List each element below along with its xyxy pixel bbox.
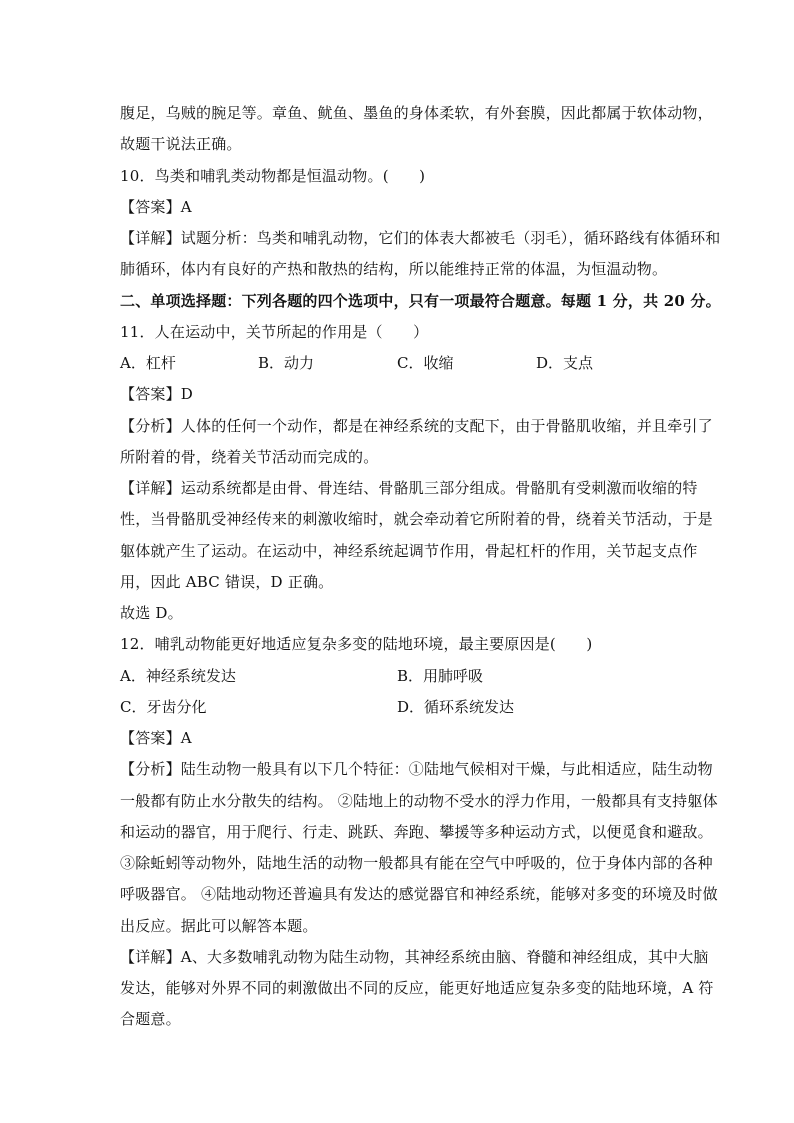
- analysis-line: 呼吸器官。 ④陆地动物还普遍具有发达的感觉器官和神经系统，能够对多变的环境及时做: [120, 885, 718, 903]
- option-c: C．牙齿分化: [120, 698, 207, 716]
- analysis-line: 出反应。据此可以解答本题。: [120, 917, 318, 935]
- conclusion-line: 故选 D。: [120, 604, 183, 622]
- option-a: A．神经系统发达: [120, 667, 236, 685]
- paragraph-line: 腹足，乌贼的腕足等。章鱼、鱿鱼、墨鱼的身体柔软，有外套膜，因此都属于软体动物，: [120, 104, 713, 122]
- answer-label: 【答案】A: [120, 198, 192, 216]
- section-heading: 二、单项选择题：下列各题的四个选项中，只有一项最符合题意。每题 1 分，共 20 分。: [120, 292, 721, 310]
- option-c: C．收缩: [397, 354, 454, 372]
- option-b: B．动力: [258, 354, 315, 372]
- paragraph-line: 故题干说法正确。: [120, 135, 242, 153]
- detail-line: 躯体就产生了运动。在运动中，神经系统起调节作用，骨起杠杆的作用，关节起支点作: [120, 542, 698, 560]
- detail-line: 用，因此 ABC 错误，D 正确。: [120, 573, 334, 591]
- detail-line: 发达，能够对外界不同的刺激做出不同的反应，能更好地适应复杂多变的陆地环境，A 符: [120, 979, 714, 997]
- analysis-line: 【分析】人体的任何一个动作，都是在神经系统的支配下，由于骨骼肌收缩，并且牵引了: [120, 417, 713, 435]
- analysis-line: 所附着的骨，绕着关节活动而完成的。: [120, 448, 379, 466]
- detail-line: 肺循环，体内有良好的产热和散热的结构，所以能维持正常的体温，为恒温动物。: [120, 260, 668, 278]
- question-11: 11．人在运动中，关节所起的作用是（ ）: [120, 323, 429, 341]
- detail-line: 【详解】A、大多数哺乳动物为陆生动物，其神经系统由脑、脊髓和神经组成，其中大脑: [120, 948, 709, 966]
- detail-line: 【详解】运动系统都是由骨、骨连结、骨骼肌三部分组成。骨骼肌有受刺激而收缩的特: [120, 479, 698, 497]
- option-d: D．循环系统发达: [397, 698, 515, 716]
- question-10: 10．鸟类和哺乳类动物都是恒温动物。( ): [120, 167, 426, 185]
- analysis-line: ③除蚯蚓等动物外，陆地生活的动物一般都具有能在空气中呼吸的，位于身体内部的各种: [120, 854, 713, 872]
- option-a: A．杠杆: [120, 354, 176, 372]
- analysis-line: 【分析】陆生动物一般具有以下几个特征：①陆地气候相对干燥，与此相适应，陆生动物: [120, 760, 713, 778]
- detail-line: 【详解】试题分析：鸟类和哺乳动物，它们的体表大都被毛（羽毛），循环路线有体循环和: [120, 229, 721, 247]
- answer-label: 【答案】A: [120, 729, 192, 747]
- option-d: D．支点: [536, 354, 594, 372]
- detail-line: 合题意。: [120, 1010, 181, 1028]
- analysis-line: 和运动的器官，用于爬行、行走、跳跃、奔跑、攀援等多种运动方式，以便觅食和避敌。: [120, 823, 713, 841]
- option-b: B．用肺呼吸: [397, 667, 484, 685]
- answer-label: 【答案】D: [120, 385, 194, 403]
- analysis-line: 一般都有防止水分散失的结构。 ②陆地上的动物不受水的浮力作用，一般都具有支持躯体: [120, 792, 718, 810]
- detail-line: 性，当骨骼肌受神经传来的刺激收缩时，就会牵动着它所附着的骨，绕着关节活动，于是: [120, 510, 713, 528]
- question-12: 12．哺乳动物能更好地适应复杂多变的陆地环境，最主要原因是( ): [120, 635, 593, 653]
